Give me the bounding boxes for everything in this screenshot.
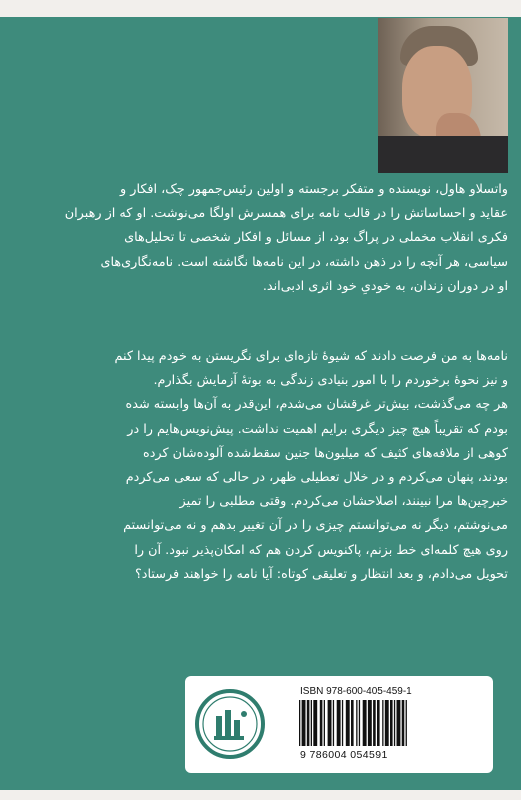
text-line: و نیز نحوهٔ برخوردم را با امور بنیادی زندگی به بوتهٔ آزمایش بگذارم. (153, 373, 508, 389)
barcode-bar (385, 700, 389, 746)
barcode-bar (346, 700, 350, 746)
barcode-bar (406, 700, 407, 746)
barcode-bar (333, 700, 334, 746)
text-line: روی هیچ کلمه‌ای خط بزنم، پاکنویس کردن هم که امکان‌پذیر نبود. آن را (134, 542, 508, 558)
bottom-edge (0, 790, 521, 800)
text-line: بودند، پنهان می‌کردم و در خلال تعطیلی ظهر، در حالی که سعی می‌کردم (125, 470, 508, 486)
isbn-label: ISBN 978-600-405-459-1 (300, 686, 412, 697)
barcode-bar (351, 700, 354, 746)
barcode-bar (299, 700, 300, 746)
barcode-bar (390, 700, 393, 746)
barcode-bar (342, 700, 343, 746)
barcode-bar (359, 700, 360, 746)
barcode-bar (368, 700, 372, 746)
barcode-bar (328, 700, 332, 746)
barcode-bar (311, 700, 312, 746)
top-edge (0, 0, 521, 17)
isbn-barcode (297, 700, 475, 746)
intro-paragraph (16, 178, 508, 299)
quote-paragraph (16, 345, 508, 587)
barcode-bar (313, 700, 317, 746)
barcode-bar (394, 700, 395, 746)
barcode-bar (397, 700, 401, 746)
barcode-bar (324, 700, 325, 746)
barcode-bar (307, 700, 310, 746)
barcode-bar (402, 700, 405, 746)
text-line: می‌نوشتم، دیگر نه می‌توانستم چیزی را در آن تغییر بدهم و نه می‌توانستم (123, 518, 508, 534)
barcode-bar (302, 700, 306, 746)
text-line: بودم که تقریباً هیچ چیز دیگری برایم اهمیت نداشت. پیش‌نویس‌هایم را در (127, 421, 508, 437)
text-line: خبرچین‌ها مرا نبینند، اصلاحشان می‌کردم. وقتی مطلبی را تمیز (179, 494, 508, 510)
barcode-bar (320, 700, 323, 746)
barcode-bar (363, 700, 367, 746)
author-suit (378, 136, 508, 173)
text-line: فکری انقلاب مخملی در پراگ بود، از مسائل و افکار شخصی تا تحلیل‌های (124, 230, 508, 246)
text-line: واتسلاو هاول، نویسنده و متفکر برجسته و اولین رئیس‌جمهور چک، افکار و (120, 182, 508, 197)
text-line: هر چه می‌گذشت، بیش‌تر غرقشان می‌شدم، این‌قدر به آن‌ها وابسته شده (125, 397, 508, 413)
barcode-bar (337, 700, 341, 746)
text-line: نامه‌ها به من فرصت دادند که شیوهٔ تازه‌ای برای نگریستن به خودم پیدا کنم (114, 349, 508, 364)
text-line: عقاید و احساساتش را در قالب نامه برای همسرش اولگا می‌نوشت. او که از رهبران (64, 206, 508, 222)
author-photo (378, 18, 508, 173)
barcode-bar (377, 700, 380, 746)
text-line: او در دوران زندان، به خودیِ خود اثری ادبی‌اند. (262, 278, 508, 294)
publisher-logo-icon (192, 686, 268, 762)
text-line: کوهی از ملافه‌های کثیف که میلیون‌ها جنین سقط‌شده آلوده‌شان کرده (143, 445, 508, 461)
text-line: سیاسی، هر آنچه را در ذهن داشته، در این نامه‌ها نگاشته است. نامه‌نگاری‌های (100, 254, 508, 270)
barcode-bar (356, 700, 357, 746)
barcode-bar (373, 700, 376, 746)
barcode-bar (382, 700, 383, 746)
barcode-digits: 9 786004 054591 (300, 749, 388, 761)
text-line: تحویل می‌دادم، و بعد انتظار و تعلیقی کوتاه: آیا نامه را خواهند فرستاد؟ (134, 566, 508, 582)
